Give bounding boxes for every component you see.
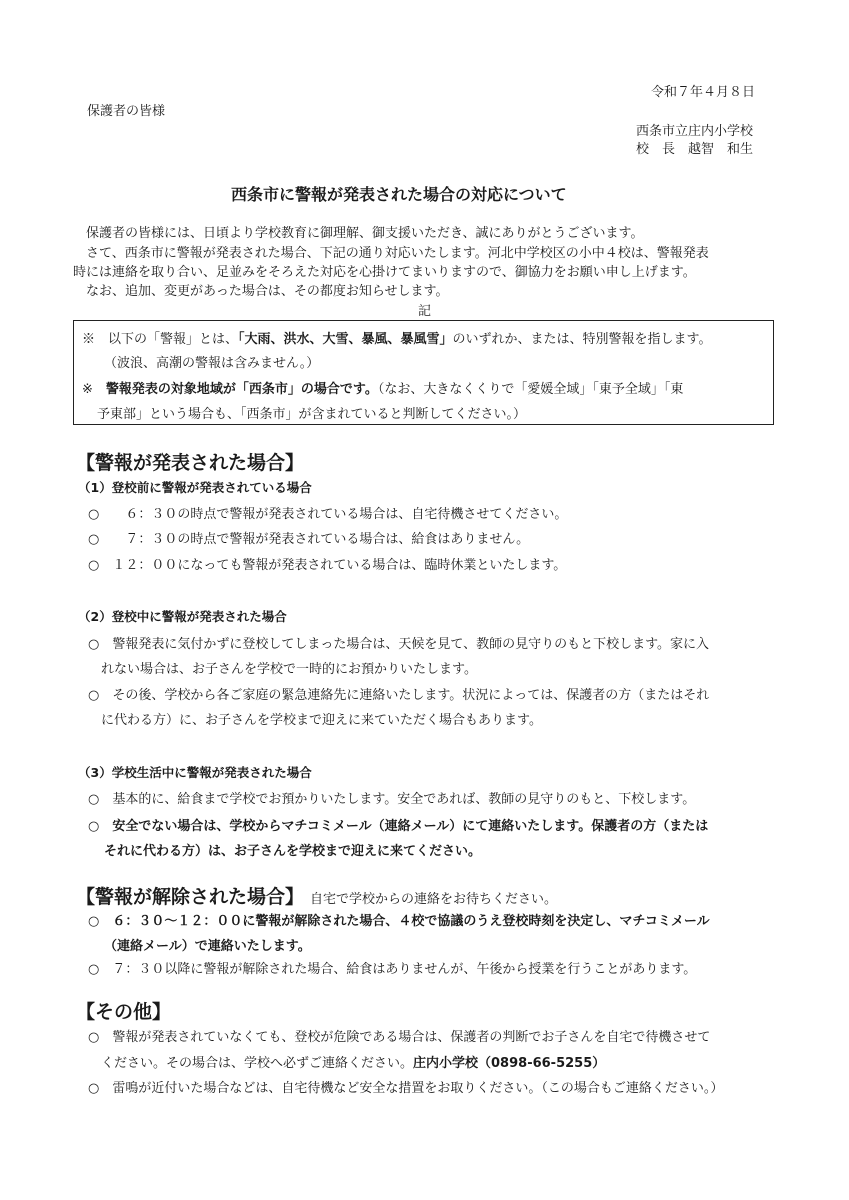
intro-line-2: さて、西条市に警報が発表された場合、下記の通り対応いたします。河北中学校区の小中４校は、警報発表: [86, 246, 709, 261]
list-item: ○ 安全でない場合は、学校からマチコミメール（連絡メール）にて連絡いたします。保護者の方（または: [88, 819, 709, 834]
notice-text: （なお、大きなくくりで「愛媛全域」「東予全域」「東: [377, 382, 684, 397]
list-item: ○ 警報発表に気付かずに登校してしまった場合は、天候を見て、教師の見守りのもと下校します。家に入: [88, 637, 710, 652]
list-item: れない場合は、お子さんを学校で一時的にお預かりいたします。: [101, 662, 477, 677]
list-item: ○ ７：３０の時点で警報が発表されている場合は、給食はありません。: [88, 532, 530, 547]
contact-text: ください。その場合は、学校へ必ずご連絡ください。: [101, 1056, 414, 1071]
list-item: ○ ６：３０の時点で警報が発表されている場合は、自宅待機させてください。: [88, 507, 568, 522]
notice-line-3: [82, 378, 683, 397]
target-area: 警報発表の対象地域が「西条市」の場合です。: [105, 382, 378, 397]
school-phone: 庄内小学校（0898-66-5255）: [413, 1056, 606, 1071]
notice-line-4: 予東部」という場合も、「西条市」が含まれていると判断してください。）: [97, 407, 527, 422]
subsection-heading-3: （3）学校生活中に警報が発表された場合: [78, 765, 312, 780]
list-item: ○ １２：００になっても警報が発表されている場合は、臨時休業といたします。: [88, 558, 567, 573]
warning-types: 「大雨、洪水、大雪、暴風、暴風雪」: [238, 332, 453, 347]
intro-line-1: 保護者の皆様には、日頃より学校教育に御理解、御支援いただき、誠にありがとうございます。: [86, 226, 644, 241]
list-item: に代わる方）に、お子さんを学校まで迎えに来ていただく場合もあります。: [101, 713, 542, 728]
section-heading-other: 【その他】: [76, 1001, 172, 1023]
page-title: 西条市に警報が発表された場合の対応について: [231, 185, 567, 204]
principal-name: 校 長 越智 和生: [636, 142, 754, 157]
section-heading-warning-issued: 【警報が発表された場合】: [76, 452, 305, 474]
list-item: ○ 基本的に、給食まで学校でお預かりいたします。安全であれば、教師の見守りのもと、下校します。: [88, 792, 696, 807]
notice-line-1: [82, 328, 712, 347]
list-item: ○ ６：３０～１２：００に警報が解除された場合、４校で協議のうえ登校時刻を決定し、マチコミメール: [88, 914, 710, 929]
school-name: 西条市立庄内小学校: [636, 124, 754, 139]
section-note: 自宅で学校からの連絡をお待ちください。: [310, 892, 558, 907]
ki-label: 記: [418, 304, 432, 319]
notice-text: ※: [82, 382, 106, 397]
subsection-heading-2: （2）登校中に警報が発表された場合: [78, 609, 287, 624]
section-heading-row: [76, 882, 557, 909]
list-item: ○ その後、学校から各ご家庭の緊急連絡先に連絡いたします。状況によっては、保護者の方（またはそれ: [88, 688, 710, 703]
list-item: ○ ７：３０以降に警報が解除された場合、給食はありませんが、午後から授業を行うことがあります。: [88, 962, 697, 977]
document-date: 令和７年４月８日: [651, 85, 756, 100]
recipient: 保護者の皆様: [87, 104, 166, 119]
list-item: それに代わる方）は、お子さんを学校まで迎えに来てください。: [104, 844, 482, 859]
section-heading-warning-lifted: 【警報が解除された場合】: [76, 886, 305, 908]
list-item: ○ 雷鳴が近付いた場合などは、自宅待機など安全な措置をお取りください。（この場合もご連絡ください。）: [88, 1081, 724, 1096]
list-item: ○ 警報が発表されていなくても、登校が危険である場合は、保護者の判断でお子さんを自宅で待機させて: [88, 1030, 711, 1045]
intro-line-4: なお、追加、変更があった場合は、その都度お知らせします。: [86, 284, 449, 299]
notice-line-2: （波浪、高潮の警報は含みません。）: [104, 356, 320, 371]
list-item: （連絡メール）で連絡いたします。: [104, 939, 311, 954]
notice-text: のいずれか、または、特別警報を指します。: [452, 332, 712, 347]
intro-line-3: 時には連絡を取り合い、足並みをそろえた対応を心掛けてまいりますので、御協力をお願い申し上げます。: [73, 265, 696, 280]
notice-text: ※ 以下の「警報」とは、: [82, 332, 239, 347]
subsection-heading-1: （1）登校前に警報が発表されている場合: [78, 480, 312, 495]
list-item: [101, 1052, 605, 1071]
